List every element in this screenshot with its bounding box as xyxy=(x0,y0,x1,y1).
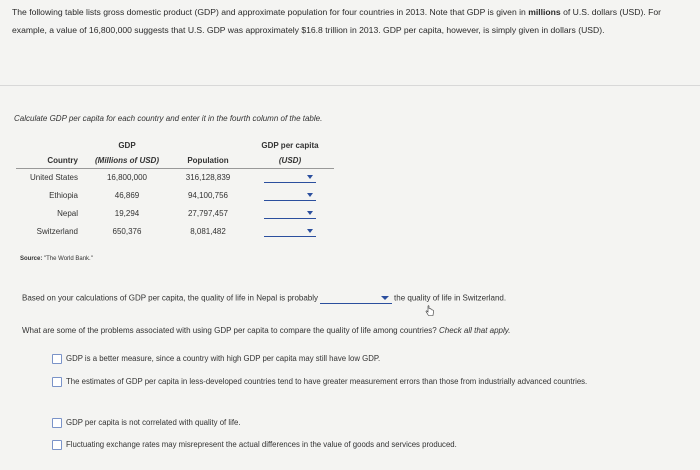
chevron-down-icon xyxy=(307,211,313,215)
option-label: The estimates of GDP per capita in less-developed countries tend to have greater measurement errors than those from industrially advanced countries. xyxy=(66,377,588,386)
table-row xyxy=(16,205,334,223)
cell-gdp: 650,376 xyxy=(112,227,142,236)
gdp-per-capita-dropdown-ethiopia[interactable] xyxy=(264,190,316,201)
intro-text-1: The following table lists gross domestic product (GDP) and approximate population for four countries in 2013. Note that GDP is given in xyxy=(12,7,529,17)
header-population: Population xyxy=(170,153,246,169)
source-label: Source: xyxy=(20,256,43,262)
gdp-per-capita-dropdown-united-states[interactable] xyxy=(264,172,316,183)
table-instruction: Calculate GDP per capita for each country and enter it in the fourth column of the table. xyxy=(14,114,323,123)
table-row xyxy=(16,169,334,188)
intro-paragraph xyxy=(12,4,672,39)
cell-country: Ethiopia xyxy=(49,191,78,200)
cell-country: Nepal xyxy=(57,209,78,218)
chevron-down-icon xyxy=(381,296,389,300)
option-label: GDP is a better measure, since a country with high GDP per capita may still have low GDP. xyxy=(66,354,381,363)
cell-country: Switzerland xyxy=(36,227,78,236)
hand-cursor-icon xyxy=(425,305,435,317)
option-2[interactable] xyxy=(52,373,612,390)
table-row xyxy=(16,187,334,205)
gdp-table xyxy=(16,138,334,241)
option-1[interactable] xyxy=(52,350,612,367)
checkbox[interactable] xyxy=(52,440,62,450)
chevron-down-icon xyxy=(307,229,313,233)
gdp-per-capita-dropdown-nepal[interactable] xyxy=(264,208,316,219)
comparison-dropdown[interactable] xyxy=(320,293,392,304)
chevron-down-icon xyxy=(307,175,313,179)
section-divider xyxy=(0,85,700,86)
option-label: Fluctuating exchange rates may misrepresent the actual differences in the value of goods and services produced. xyxy=(66,440,457,449)
cell-gdp: 16,800,000 xyxy=(106,173,148,182)
cell-population: 27,797,457 xyxy=(187,209,229,218)
question2-hint: Check all that apply. xyxy=(438,326,511,335)
chevron-down-icon xyxy=(307,193,313,197)
header-country: Country xyxy=(16,153,84,169)
source-text: "The World Bank." xyxy=(44,256,93,262)
gdp-per-capita-dropdown-switzerland[interactable] xyxy=(264,226,316,237)
header-gdp-line1: GDP xyxy=(118,141,136,150)
cell-population: 8,081,482 xyxy=(190,227,226,236)
header-pc-line1: GDP per capita xyxy=(261,141,319,150)
cell-population: 316,128,839 xyxy=(185,173,231,182)
option-label: GDP per capita is not correlated with quality of life. xyxy=(66,418,241,427)
header-gdp-line2: (Millions of USD) xyxy=(84,153,170,169)
cell-gdp: 46,869 xyxy=(114,191,140,200)
option-3[interactable] xyxy=(52,414,612,431)
question1-text-after: the quality of life in Switzerland. xyxy=(394,293,507,303)
checkbox[interactable] xyxy=(52,418,62,428)
option-4[interactable] xyxy=(52,436,652,453)
question-nepal-comparison xyxy=(22,293,506,304)
source-note xyxy=(20,256,93,262)
question-problems xyxy=(22,326,510,335)
question2-text: What are some of the problems associated with using GDP per capita to compare the quality of life among countries? xyxy=(22,326,439,335)
cell-gdp: 19,294 xyxy=(114,209,140,218)
checkbox[interactable] xyxy=(52,354,62,364)
intro-text-2: of U.S. dollars (USD). For example, a value of 16,800,000 suggests that U.S. GDP was approximately $16.8 trillion in 2013. GDP per capita, however, is simply given in dollars (USD). xyxy=(12,7,661,35)
header-pc-line2: (USD) xyxy=(246,153,334,169)
cell-population: 94,100,756 xyxy=(187,191,229,200)
intro-bold-millions: millions xyxy=(528,7,561,17)
checkbox[interactable] xyxy=(52,377,62,387)
cell-country: United States xyxy=(29,173,78,182)
table-row xyxy=(16,223,334,241)
question1-text-before: Based on your calculations of GDP per capita, the quality of life in Nepal is probably xyxy=(22,293,319,303)
